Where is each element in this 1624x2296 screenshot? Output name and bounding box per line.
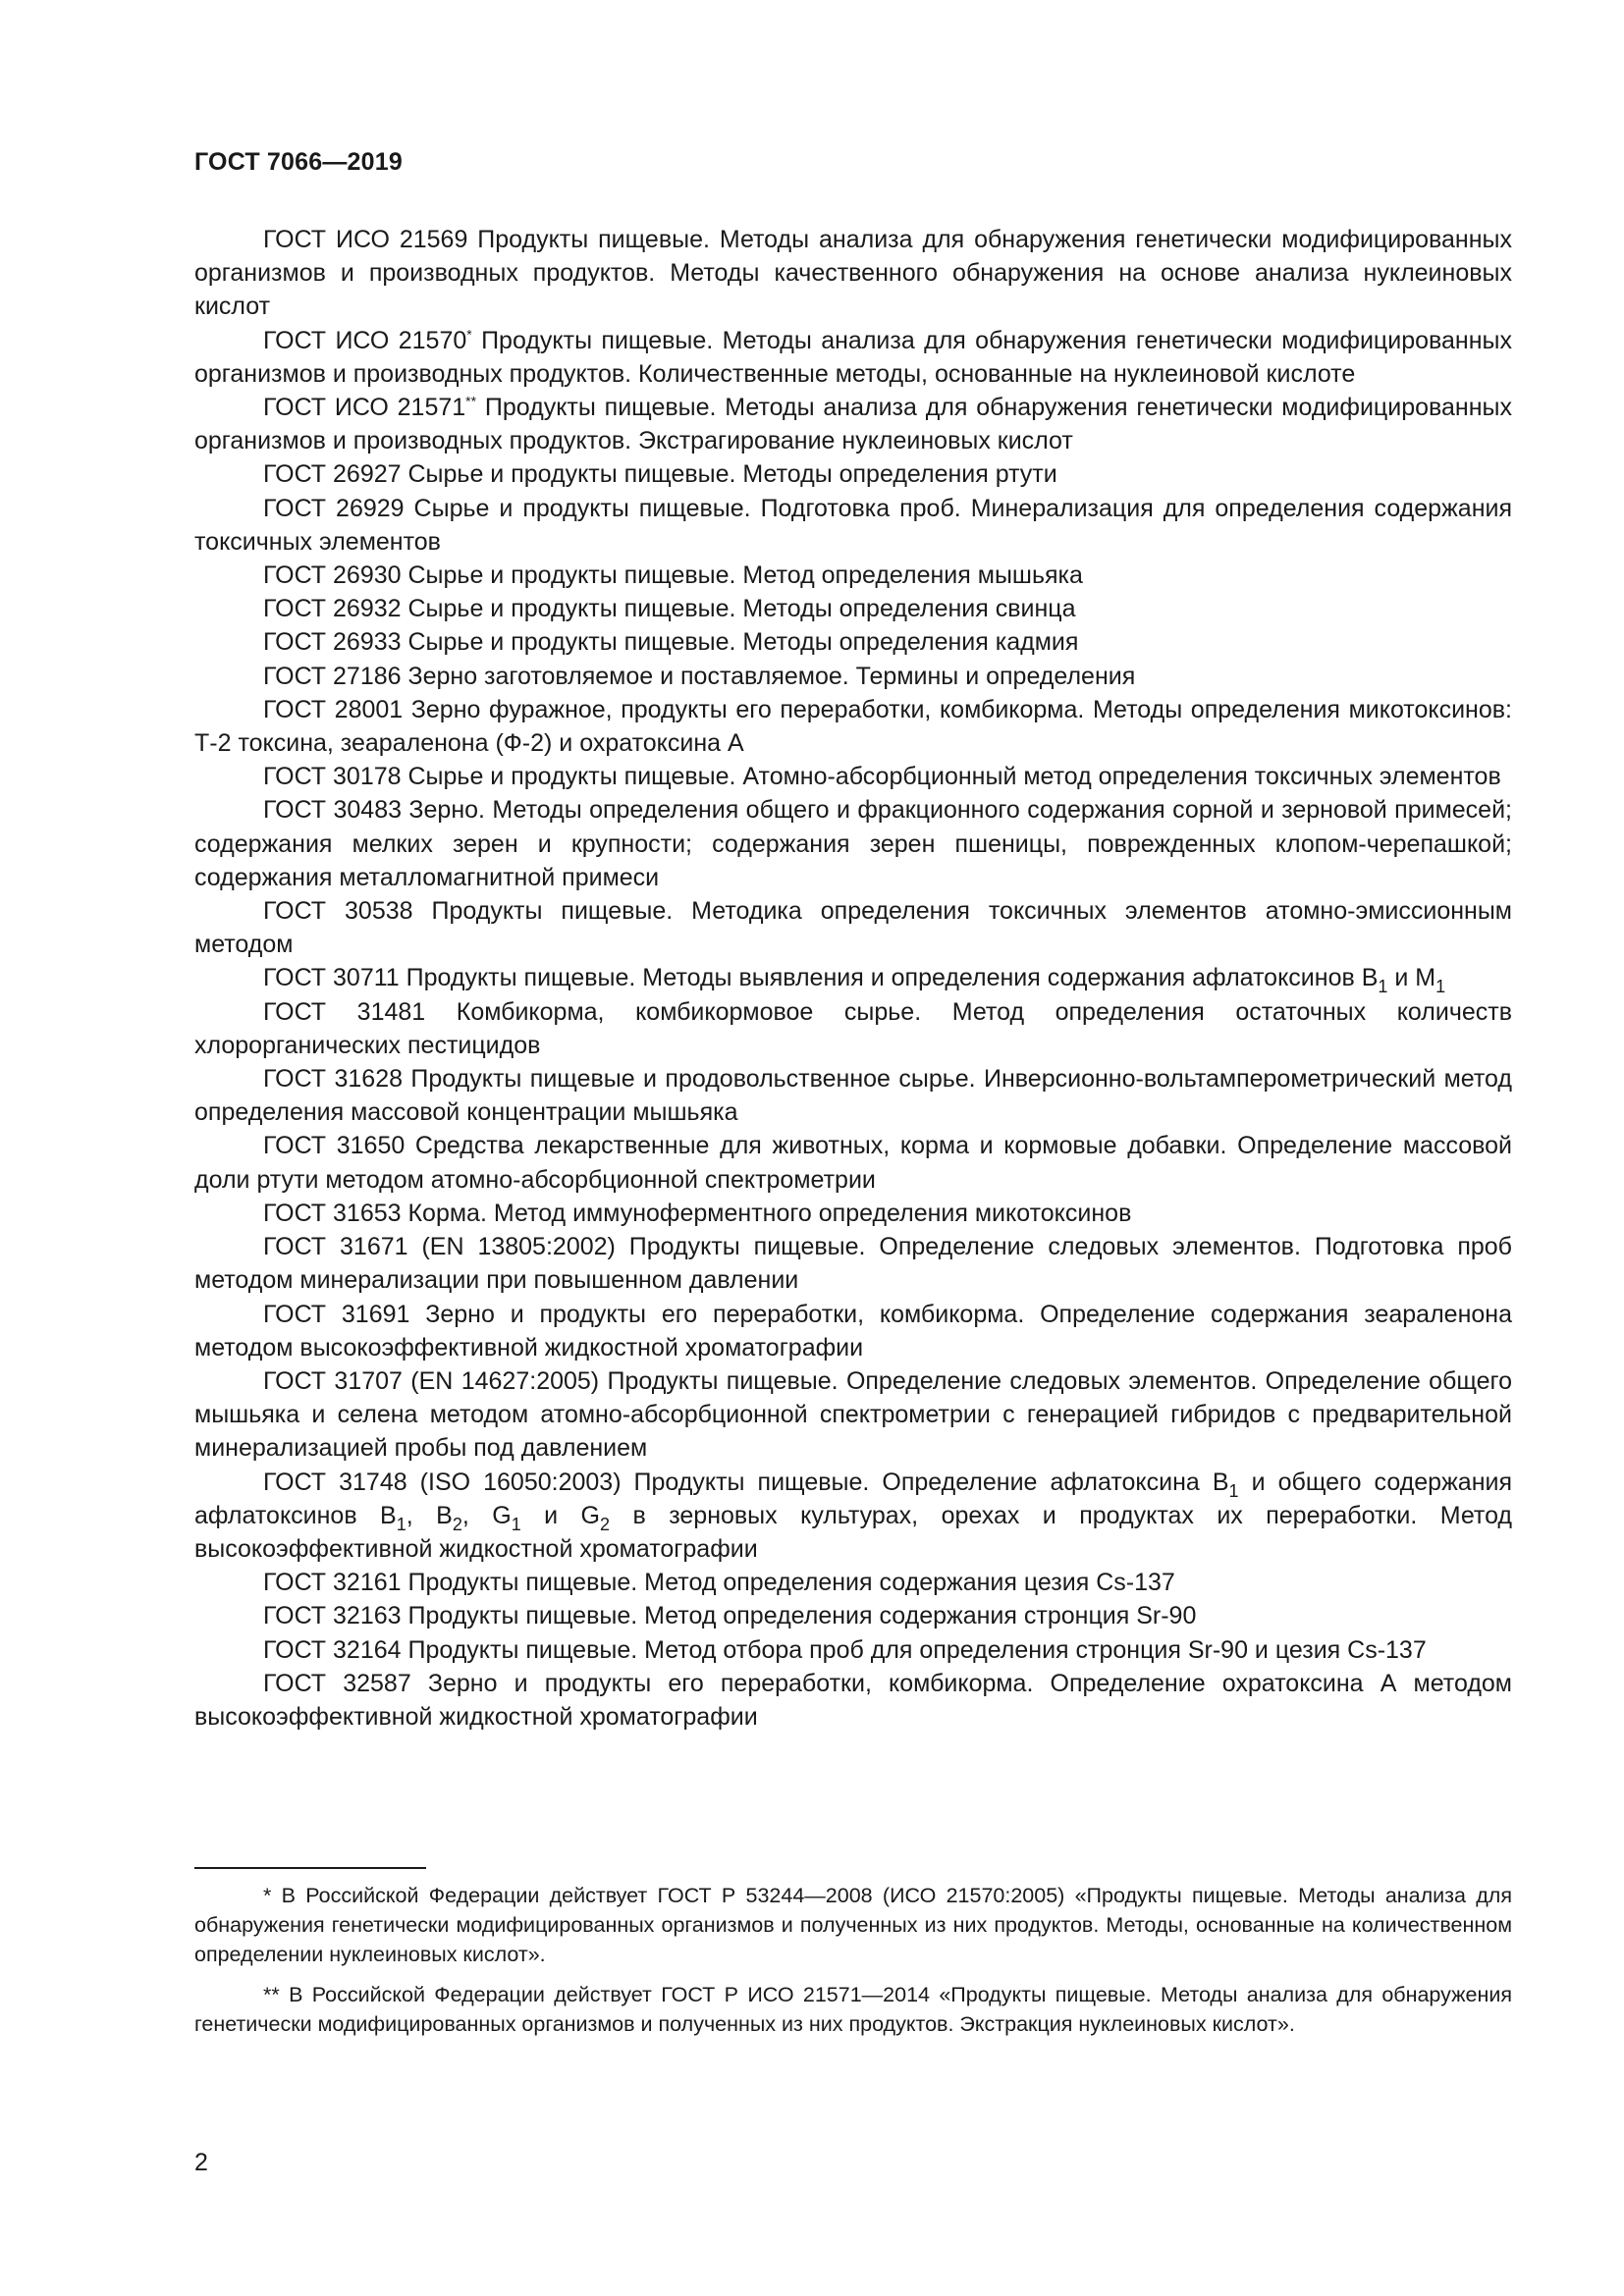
footnote: ** В Российской Федерации действует ГОСТ Р ИСО 21571—2014 «Продукты пищевые. Методы анализа для обнаружения генетически модифицированных организмов и полученных из них продуктов. Экстракция нуклеиновых кислот». <box>194 1983 1512 2036</box>
reference-entry <box>194 1667 1512 1734</box>
reference-title: (EN 13805:2002) Продукты пищевые. Определение следовых элементов. Подготовка проб методом минерализации при повышенном давлении <box>194 1233 1512 1295</box>
reference-code: ГОСТ 30483 <box>263 796 403 825</box>
reference-title: Сырье и продукты пищевые. Методы определения свинца <box>401 595 1076 623</box>
reference-entry <box>194 1633 1512 1667</box>
reference-entry <box>194 693 1512 760</box>
reference-entry <box>194 1466 1512 1567</box>
reference-entry <box>194 760 1512 793</box>
reference-code: ГОСТ 31650 <box>263 1132 406 1160</box>
reference-entry <box>194 1298 1512 1364</box>
reference-code: ГОСТ 26930 <box>263 561 402 590</box>
reference-code: ГОСТ 31691 <box>263 1300 410 1328</box>
reference-entry <box>194 1062 1512 1129</box>
reference-title: (ISO 16050:2003) Продукты пищевые. Определение афлатоксина $В_1$ и общего содержания афлатоксинов $В_1$, $В_2$, $G_1$ и $G_2$ в зерновых культурах, орехах и продуктах их переработки. Метод высокоэффективной жидкостной хроматографии <box>194 1468 1513 1563</box>
reference-code: ГОСТ 27186 <box>263 662 402 690</box>
reference-entry <box>194 961 1512 997</box>
reference-title: Сырье и продукты пищевые. Методы определения ртути <box>401 460 1057 489</box>
reference-code: ГОСТ 32163 <box>263 1602 402 1630</box>
footnote-mark: * <box>466 326 472 343</box>
reference-entry <box>194 559 1512 592</box>
reference-title: Сырье и продукты пищевые. Метод определения мышьяка <box>401 561 1083 590</box>
reference-code: ГОСТ 32164 <box>263 1635 402 1664</box>
reference-code: ГОСТ 30538 <box>263 897 413 926</box>
footnotes <box>194 1881 1512 2050</box>
reference-code: ГОСТ 26927 <box>263 460 402 489</box>
reference-title: Комбикорма, комбикормовое сырье. Метод определения остаточных количеств хлорорганических пестицидов <box>194 997 1512 1059</box>
reference-code: ГОСТ 31671 <box>263 1233 408 1261</box>
subscript: 2 <box>600 1514 611 1534</box>
reference-code: ГОСТ 31707 <box>263 1366 403 1395</box>
subscript: 2 <box>452 1514 462 1534</box>
reference-title: Средства лекарственные для животных, корма и кормовые добавки. Определение массовой доли ртути методом атомно-абсорбционной спектрометрии <box>194 1132 1512 1194</box>
subscript: 1 <box>1228 1480 1239 1501</box>
reference-code: ГОСТ 26933 <box>263 628 402 657</box>
normative-references-list <box>194 223 1512 1734</box>
footnote-separator <box>194 1867 426 1869</box>
reference-title: (EN 14627:2005) Продукты пищевые. Определение следовых элементов. Определение общего мышьяка и селена методом атомно-абсорбционной спектрометрии с генерацией гибридов с предварительной минерализацией пробы под давлением <box>194 1366 1512 1463</box>
subscript: 1 <box>1378 977 1388 997</box>
reference-title: Продукты пищевые и продовольственное сырье. Инверсионно-вольтамперометрический метод определения массовой концентрации мышьяка <box>194 1065 1512 1127</box>
reference-title: Продукты пищевые. Методы анализа для обнаружения генетически модифицированных организмов и производных продуктов. Экстрагирование нуклеиновых кислот <box>194 394 1512 455</box>
reference-code: ГОСТ 26932 <box>263 595 402 623</box>
reference-entry <box>194 1566 1512 1599</box>
reference-code: ГОСТ 31653 <box>263 1199 402 1227</box>
footnote-mark: ** <box>465 393 477 409</box>
reference-code: ГОСТ 26929 <box>263 494 405 522</box>
reference-code: ГОСТ 28001 <box>263 695 404 723</box>
reference-entry <box>194 1599 1512 1632</box>
reference-entry <box>194 1230 1512 1297</box>
reference-title: Продукты пищевые. Методы выявления и определения содержания афлатоксинов $В_1$ и $М_1$ <box>399 964 1446 997</box>
reference-entry <box>194 793 1512 894</box>
footnote: * В Российской Федерации действует ГОСТ Р 53244—2008 (ИСО 21570:2005) «Продукты пищевые. Методы анализа для обнаружения генетически модифицированных организмов и полученных из них продуктов. Методы, основанные на количественном определении нуклеиновых кислот». <box>194 1884 1512 1966</box>
page-number: 2 <box>194 2149 208 2176</box>
reference-title: Сырье и продукты пищевые. Подготовка проб. Минерализация для определения содержания токсичных элементов <box>194 494 1513 556</box>
reference-title: Сырье и продукты пищевые. Атомно-абсорбционный метод определения токсичных элементов <box>401 763 1501 791</box>
subscript: 1 <box>1435 977 1446 997</box>
reference-code: ГОСТ 31748 <box>263 1468 407 1496</box>
reference-entry <box>194 492 1512 559</box>
reference-entry <box>194 660 1512 693</box>
reference-entry <box>194 995 1512 1062</box>
reference-entry <box>194 1129 1512 1196</box>
reference-title: Зерно и продукты его переработки, комбикорма. Определение содержания зеараленона методом высокоэффективной жидкостной хроматографии <box>194 1300 1512 1362</box>
reference-title: Продукты пищевые. Метод определения содержания цезия Cs-137 <box>401 1569 1175 1597</box>
reference-title: Зерно и продукты его переработки, комбикорма. Определение охратоксина А методом высокоэффективной жидкостной хроматографии <box>194 1669 1512 1731</box>
reference-title: Продукты пищевые. Методика определения токсичных элементов атомно-эмиссионным методом <box>194 897 1512 959</box>
reference-title: Зерно заготовляемое и поставляемое. Термины и определения <box>401 662 1136 690</box>
reference-title: Сырье и продукты пищевые. Методы определения кадмия <box>401 628 1079 657</box>
reference-code: ГОСТ 31481 <box>263 997 426 1026</box>
reference-entry <box>194 391 1512 457</box>
reference-title: Продукты пищевые. Метод определения содержания стронция Sr-90 <box>401 1602 1197 1630</box>
page-header-title: ГОСТ 7066—2019 <box>194 148 403 176</box>
reference-code: ГОСТ ИСО 21571 <box>263 394 466 422</box>
reference-entry <box>194 324 1512 391</box>
reference-title: Продукты пищевые. Методы анализа для обнаружения генетически модифицированных организмов и производных продуктов. Методы качественного обнаружения на основе анализа нуклеиновых кислот <box>194 226 1512 321</box>
subscript: 1 <box>396 1514 406 1534</box>
reference-title: Продукты пищевые. Метод отбора проб для определения стронция Sr-90 и цезия Cs-137 <box>401 1635 1427 1664</box>
reference-title: Продукты пищевые. Методы анализа для обнаружения генетически модифицированных организмов и производных продуктов. Количественные методы, основанные на нуклеиновой кислоте <box>194 326 1512 388</box>
reference-code: ГОСТ ИСО 21570 <box>263 326 467 354</box>
reference-title: Зерно. Методы определения общего и фракционного содержания сорной и зерновой примесей; содержания мелких зерен и крупности; содержания зерен пшеницы, поврежденных клопом-черепашкой; содержания металломагнитной примеси <box>194 796 1512 891</box>
reference-entry <box>194 625 1512 659</box>
subscript: 1 <box>511 1514 521 1534</box>
reference-title: Зерно фуражное, продукты его переработки, комбикорма. Методы определения микотоксинов: Т-2 токсина, зеараленона (Ф-2) и охратоксина А <box>194 695 1512 758</box>
reference-code: ГОСТ 32587 <box>263 1669 411 1697</box>
reference-entry <box>194 223 1512 324</box>
reference-code: ГОСТ 32161 <box>263 1569 402 1597</box>
reference-code: ГОСТ ИСО 21569 <box>263 226 468 253</box>
reference-code: ГОСТ 31628 <box>263 1065 404 1094</box>
reference-entry <box>194 1364 1512 1466</box>
reference-code: ГОСТ 30178 <box>263 763 402 791</box>
reference-entry <box>194 592 1512 625</box>
reference-entry <box>194 1197 1512 1230</box>
reference-code: ГОСТ 30711 <box>263 964 400 992</box>
reference-entry <box>194 894 1512 961</box>
reference-entry <box>194 457 1512 491</box>
reference-title: Корма. Метод иммуноферментного определения микотоксинов <box>401 1199 1132 1227</box>
